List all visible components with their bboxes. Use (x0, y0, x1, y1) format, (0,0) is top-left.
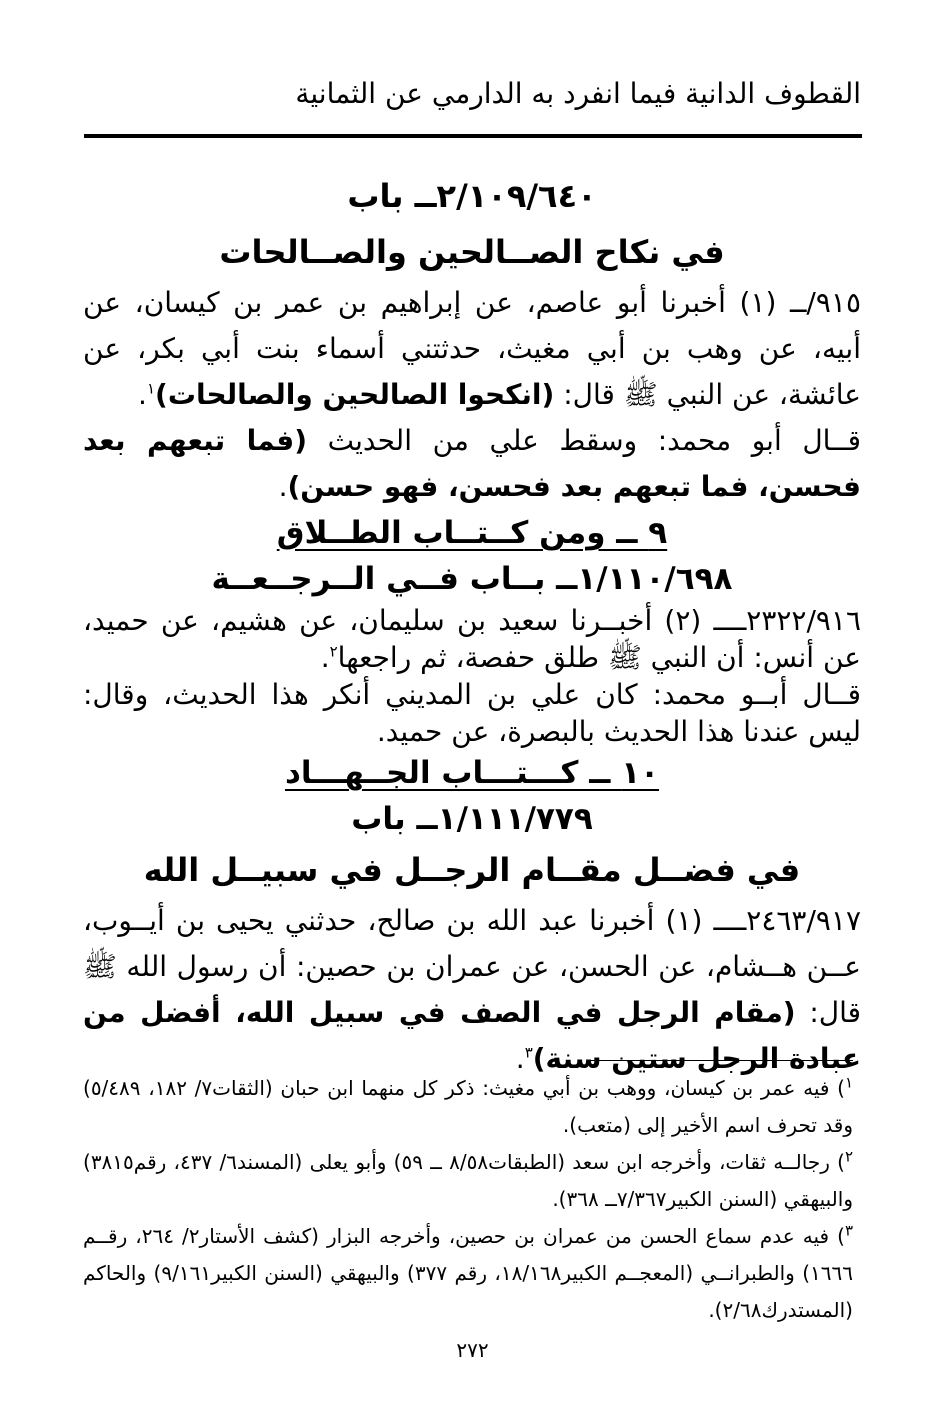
footnotes (83, 1070, 853, 1329)
hadith-916-end: . (320, 641, 330, 674)
hadith-917-text: ٢٤٦٣/٩١٧ــــ (١) أخبرنا عبد الله بن صالح، حدثني يحيى بن أيــوب، عــن هــشام، عن الحسن، عن عمران بن حصين: أن رسول الله ﷺ قال: (83, 904, 862, 1029)
hadith-917-quote: (مقام الرجل في الصف في سبيل الله، أفضل من عبادة الرجل ستين سنة) (83, 996, 861, 1075)
comment-text: قــال أبو محمد: وسقط علي من الحديث (307, 424, 862, 457)
footnote-2 (83, 1144, 853, 1218)
hadith-915-comment (83, 418, 861, 510)
page-number: ٢٧٢ (456, 1338, 489, 1362)
hadith-916 (83, 602, 861, 676)
footnote-ref-2[interactable]: ٢ (329, 642, 338, 661)
hadith-915-end: . (138, 378, 147, 411)
footnote-mark: ٢ (844, 1147, 853, 1166)
footnote-text: ) رجالــه ثقات، وأخرجه ابن سعد (الطبقات٨/٥٨ ــ ٥٩) وأبو يعلى (المسند٦/ ٤٣٧، رقم٣٨١٥) والبيهقي (السنن الكبير٧/٣٦٧ــ ٣٦٨). (83, 1150, 853, 1211)
book-heading-jihad: ١٠ ــ كـــتـــاب الجــهـــاد (284, 755, 660, 791)
hadith-915-text: ٩١٥/ــ (١) أخبرنا أبو عاصم، عن إبراهيم بن عمر بن كيسان، عن أبيه، عن وهب بن أبي مغيث، حدثتني أسماء بنت أبي بكر، عن عائشة، عن النبي ﷺ قال: (83, 286, 861, 411)
book-heading-talaq: ٩ ــ ومن كــتــاب الطــلاق (276, 515, 668, 551)
hadith-915 (83, 280, 861, 418)
footnote-1 (83, 1070, 853, 1144)
chapter-heading-bab: ١/١١١/٧٧٩ــ باب (351, 801, 593, 837)
hadith-917-end: . (515, 1042, 525, 1075)
chapter-subtitle-jihad: في فضــل مقــام الرجــل في سبيــل الله (143, 851, 801, 889)
hadith-917 (83, 898, 861, 1082)
running-head: القطوف الدانية فيما انفرد به الدارمي عن الثمانية (295, 77, 861, 110)
hadith-916-comment: قــال أبــو محمد: كان علي بن المديني أنكر هذا الحديث، وقال: ليس عندنا هذا الحديث بالبصرة، عن حميد. (83, 678, 861, 748)
chapter-heading-rajah: ١/١١٠/٦٩٨ــ بــاب فــي الــرجــعــة (211, 561, 733, 597)
chapter-subtitle: في نكاح الصــالحين والصــالحات (219, 233, 725, 271)
hadith-915-quote: (انكحوا الصالحين والصالحات) (155, 378, 555, 411)
footnote-text: ) فيه عدم سماع الحسن من عمران بن حصين، وأخرجه البزار (كشف الأستار٢/ ٢٦٤، رقــم ١٦٦٦) والطبرانــي (المعجــم الكبير١٨/١٦٨، رقم ٣٧٧) والبيهقي (السنن الكبير٩/١٦١) والحاكم (المستدرك٢/٦٨). (83, 1224, 854, 1322)
hadith-916-text: ٢٣٢٢/٩١٦ــــ (٢) أخبــرنا سعيد بن سليمان، عن هشيم، عن حميد، عن أنس: أن النبي ﷺ طلق حفصة، ثم راجعها (83, 604, 862, 674)
footnote-mark: ١ (844, 1073, 853, 1092)
footnote-mark: ٣ (844, 1221, 853, 1240)
footnote-ref-1[interactable]: ١ (146, 379, 156, 398)
comment-end: . (278, 470, 288, 503)
footnote-3 (83, 1218, 853, 1329)
main-text (83, 168, 861, 1082)
chapter-heading: ٢/١٠٩/٦٤٠ــ باب (347, 177, 597, 215)
header-rule (84, 134, 862, 138)
footnote-text: ) فيه عمر بن كيسان، ووهب بن أبي مغيث: ذكر كل منهما ابن حبان (الثقات٧/ ١٨٢، ٥/٤٨٩) وقد تحرف اسم الأخير إلى (متعب). (83, 1076, 853, 1137)
footnote-ref-3[interactable]: ٣ (524, 1043, 533, 1062)
comment-quote: (فما تبعهم بعد فحسن، فما تبعهم بعد فحسن، فهو حسن) (83, 424, 861, 503)
footnote-rule (591, 1060, 853, 1061)
